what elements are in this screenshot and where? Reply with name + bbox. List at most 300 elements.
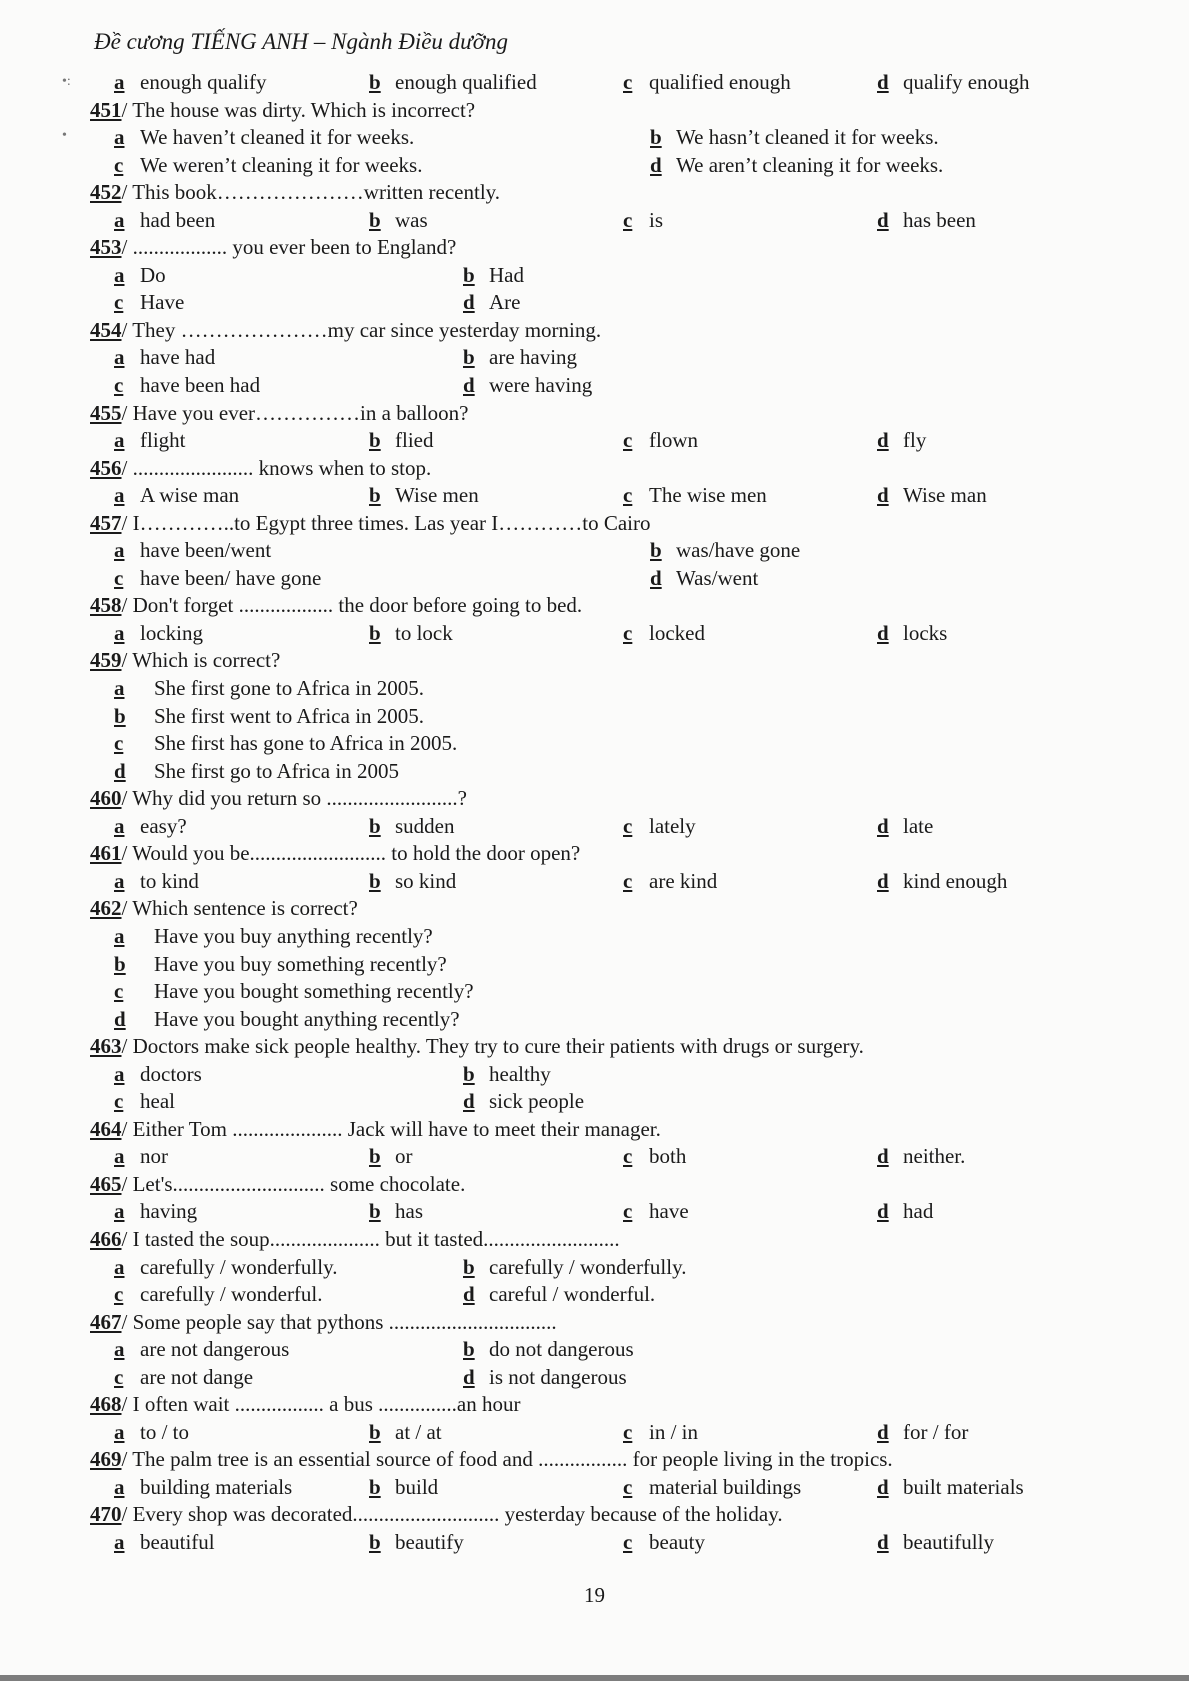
page-header: Đề cương TIẾNG ANH – Ngành Điều dưỡng [94, 29, 508, 54]
option-text: both [649, 1144, 687, 1169]
option-text: careful / wonderful. [489, 1282, 656, 1307]
option [877, 1474, 1024, 1502]
option [114, 289, 184, 317]
option-text: has been [903, 207, 976, 232]
option [877, 620, 947, 648]
option [650, 152, 943, 180]
option-letter: d [463, 290, 475, 315]
option [369, 427, 433, 455]
question-text: I often wait ................. a bus ...............an hour [127, 1392, 521, 1417]
option-letter: b [369, 1419, 381, 1444]
option [877, 868, 1007, 896]
question-slash: / [121, 786, 128, 811]
option [463, 1336, 634, 1364]
question-stem [0, 1116, 1189, 1144]
option-letter: d [463, 1089, 475, 1114]
option [623, 813, 696, 841]
question-number: 453 [90, 235, 122, 260]
option-letter: c [114, 731, 124, 756]
option-text: carefully / wonderful. [140, 1282, 323, 1307]
option [877, 1419, 968, 1447]
question-stem [0, 400, 1189, 428]
option-text: Do [140, 262, 166, 287]
option-letter: b [369, 813, 381, 838]
option-letter: c [114, 1282, 124, 1307]
option-text: We weren’t cleaning it for weeks. [140, 152, 423, 177]
option-text: enough qualify [140, 70, 267, 94]
option-text: has [395, 1199, 423, 1224]
option [114, 703, 424, 731]
option-letter: b [369, 1199, 381, 1224]
option-letter: b [369, 868, 381, 893]
option-letter: d [877, 1529, 889, 1554]
option-letter: a [114, 813, 125, 838]
question-number: 457 [90, 510, 122, 535]
option-text: are having [489, 345, 578, 370]
option-text: locks [903, 620, 948, 645]
option-text: She first went to Africa in 2005. [154, 703, 425, 728]
question-slash: / [121, 317, 128, 342]
option-row [0, 923, 1189, 951]
option [114, 730, 457, 758]
option [369, 1198, 423, 1226]
option-letter: a [114, 1061, 125, 1086]
question-number: 467 [90, 1309, 122, 1334]
option [369, 868, 456, 896]
option-text: locked [649, 620, 705, 645]
option-text: for / for [903, 1419, 969, 1444]
option-letter: a [114, 1144, 125, 1169]
option [114, 207, 215, 235]
question-stem [0, 647, 1189, 675]
option-text: qualified enough [649, 70, 791, 94]
option-text: beauty [649, 1529, 705, 1554]
option-letter: a [114, 428, 125, 453]
question-text: I…………..to Egypt three times. Las year I…………to Cairo [127, 510, 651, 535]
option-letter: c [114, 290, 124, 315]
option-text: We hasn’t cleaned it for weeks. [676, 125, 939, 150]
option [114, 620, 203, 648]
option-text: Have you bought anything recently? [154, 1006, 460, 1031]
question-slash: / [121, 1034, 128, 1059]
question-slash: / [121, 1171, 128, 1196]
option-row [0, 703, 1189, 731]
option [463, 289, 520, 317]
option-letter: b [369, 620, 381, 645]
option [114, 124, 414, 152]
option-row [0, 565, 1189, 593]
question-text: They …………………my car since yesterday morning. [127, 317, 602, 342]
question-text: Which is correct? [127, 648, 281, 673]
option [463, 262, 524, 290]
option-text: Have [140, 290, 185, 315]
option-letter: d [877, 428, 889, 453]
question-slash: / [121, 593, 128, 618]
option-row [0, 620, 1189, 648]
question-number: 464 [90, 1116, 122, 1141]
option-text: We haven’t cleaned it for weeks. [140, 125, 415, 150]
question-slash: / [121, 97, 128, 122]
option-text: sick people [489, 1089, 585, 1114]
question-text: Why did you return so .........................? [127, 786, 468, 811]
question-number: 456 [90, 455, 122, 480]
option-text: heal [140, 1089, 175, 1114]
option [114, 1529, 215, 1557]
option [877, 1143, 965, 1171]
question-slash: / [121, 648, 128, 673]
option-letter: a [114, 1199, 125, 1224]
option [114, 1281, 323, 1309]
question-number: 454 [90, 317, 122, 342]
option-text: Have you bought something recently? [154, 979, 474, 1004]
question-stem [0, 592, 1189, 620]
question-stem [0, 785, 1189, 813]
option-text: beautiful [140, 1529, 215, 1554]
option-text: was/have gone [676, 538, 801, 563]
option [114, 1474, 292, 1502]
option-text: Wise man [903, 483, 987, 508]
option [114, 1143, 168, 1171]
option-letter: d [877, 813, 889, 838]
option-text: sudden [395, 813, 455, 838]
option-letter: b [369, 428, 381, 453]
option [114, 1006, 460, 1034]
option-row [0, 1061, 1189, 1089]
option-row [0, 124, 1189, 152]
option-letter: c [623, 620, 633, 645]
question-slash: / [121, 180, 128, 205]
option-letter: d [877, 868, 889, 893]
option-text: had [903, 1199, 934, 1224]
option-letter: a [114, 262, 125, 287]
option-text: in / in [649, 1419, 699, 1444]
question-number: 465 [90, 1171, 122, 1196]
option-letter: b [369, 1144, 381, 1169]
option-text: have been/went [140, 538, 272, 563]
option-row [0, 978, 1189, 1006]
option [369, 813, 455, 841]
option-text: She first go to Africa in 2005 [154, 758, 399, 783]
option-letter: c [623, 428, 633, 453]
question-number: 452 [90, 180, 122, 205]
option-text: built materials [903, 1474, 1024, 1499]
option-letter: b [463, 1254, 475, 1279]
option-text: The wise men [649, 483, 767, 508]
option-text: are not dange [140, 1364, 254, 1389]
option-letter: c [114, 1089, 124, 1114]
question-text: Which sentence is correct? [127, 896, 358, 921]
option-letter: d [877, 483, 889, 508]
option [877, 69, 1030, 97]
option-letter: b [369, 1474, 381, 1499]
option [114, 152, 422, 180]
option [623, 620, 705, 648]
option-text: nor [140, 1144, 168, 1169]
option-text: to kind [140, 868, 199, 893]
option-letter: c [623, 1419, 633, 1444]
option [463, 344, 577, 372]
option-letter: d [877, 1199, 889, 1224]
option-text: were having [489, 373, 593, 398]
option [114, 427, 186, 455]
option-row [0, 372, 1189, 400]
option-text: building materials [140, 1474, 293, 1499]
option [114, 1254, 337, 1282]
question-text: .................. you ever been to England? [127, 235, 457, 260]
option [114, 262, 166, 290]
option-letter: b [463, 262, 475, 287]
option-row [0, 1143, 1189, 1171]
question-stem [0, 1391, 1189, 1419]
option [623, 427, 698, 455]
option-text: kind enough [903, 868, 1008, 893]
question-number: 470 [90, 1502, 122, 1527]
option [114, 565, 321, 593]
option-letter: a [114, 1419, 125, 1444]
question-stem [0, 234, 1189, 262]
option [877, 1529, 994, 1557]
question-list [0, 69, 1189, 1557]
option-letter: d [463, 1282, 475, 1307]
question-text: Would you be.......................... to hold the door open? [127, 841, 581, 866]
option [114, 978, 474, 1006]
option [877, 813, 933, 841]
option [463, 1364, 627, 1392]
question-number: 458 [90, 593, 122, 618]
option [114, 675, 424, 703]
option-letter: a [114, 868, 125, 893]
option-letter: d [877, 1144, 889, 1169]
option-row [0, 813, 1189, 841]
option [114, 868, 199, 896]
option-text: to / to [140, 1419, 190, 1444]
option [650, 565, 758, 593]
question-stem [0, 1446, 1189, 1474]
question-slash: / [121, 1309, 128, 1334]
option [623, 1198, 689, 1226]
option-letter: a [114, 1529, 125, 1554]
question-slash: / [121, 455, 128, 480]
option [114, 537, 271, 565]
question-stem [0, 1226, 1189, 1254]
option-letter: c [114, 979, 124, 1004]
option-letter: b [114, 951, 126, 976]
option-letter: b [369, 483, 381, 508]
option [114, 1198, 197, 1226]
option [114, 1088, 175, 1116]
option-text: having [140, 1199, 198, 1224]
option-letter: d [877, 620, 889, 645]
option-text: Have you buy something recently? [154, 951, 447, 976]
question-text: Let's............................. some chocolate. [127, 1171, 466, 1196]
option-letter: c [623, 1199, 633, 1224]
option [114, 372, 260, 400]
option [623, 1529, 705, 1557]
option-text: locking [140, 620, 203, 645]
question-slash: / [121, 896, 128, 921]
question-number: 468 [90, 1392, 122, 1417]
option-letter: d [877, 1474, 889, 1499]
question-slash: / [121, 841, 128, 866]
question-stem [0, 895, 1189, 923]
option-text: are kind [649, 868, 718, 893]
question-slash: / [121, 510, 128, 535]
option-letter: d [114, 758, 126, 783]
scan-edge [0, 1675, 1189, 1681]
question-slash: / [121, 1502, 128, 1527]
option [877, 1198, 933, 1226]
question-slash: / [121, 1226, 128, 1251]
option-letter: a [114, 538, 125, 563]
option-letter: c [623, 1529, 633, 1554]
option-letter: a [114, 483, 125, 508]
option [114, 758, 399, 786]
option [623, 1143, 686, 1171]
option [369, 482, 479, 510]
option [369, 207, 428, 235]
option-letter: b [650, 125, 662, 150]
option-letter: a [114, 620, 125, 645]
option-text: so kind [395, 868, 457, 893]
option-row [0, 1336, 1189, 1364]
scan-speck: •: [62, 74, 71, 89]
option-text: healthy [489, 1061, 551, 1086]
option-letter: a [114, 676, 125, 701]
scan-speck: • [62, 128, 67, 143]
option [623, 482, 767, 510]
option-text: have been/ have gone [140, 565, 322, 590]
question-text: Doctors make sick people healthy. They try to cure their patients with drugs or surgery. [127, 1034, 864, 1059]
question-stem [0, 840, 1189, 868]
option-letter: d [650, 152, 662, 177]
option-letter: a [114, 923, 125, 948]
option-letter: a [114, 345, 125, 370]
question-stem [0, 97, 1189, 125]
question-number: 469 [90, 1447, 122, 1472]
option [114, 1364, 253, 1392]
option [463, 1254, 686, 1282]
question-number: 460 [90, 786, 122, 811]
option [463, 1061, 551, 1089]
option-text: doctors [140, 1061, 202, 1086]
option [114, 344, 215, 372]
option [114, 1336, 289, 1364]
question-text: Some people say that pythons ................................ [127, 1309, 557, 1334]
option-text: carefully / wonderfully. [489, 1254, 687, 1279]
question-number: 466 [90, 1226, 122, 1251]
question-stem [0, 1171, 1189, 1199]
option-letter: c [623, 813, 633, 838]
question-stem [0, 317, 1189, 345]
option [114, 923, 433, 951]
option-text: Was/went [676, 565, 759, 590]
option-text: is [649, 207, 664, 232]
option-letter: c [114, 373, 124, 398]
option-text: is not dangerous [489, 1364, 627, 1389]
question-text: The house was dirty. Which is incorrect? [127, 97, 476, 122]
page-number: 19 [584, 1583, 605, 1607]
option-text: qualify enough [903, 70, 1030, 94]
option [877, 482, 987, 510]
option [623, 868, 717, 896]
option-text: material buildings [649, 1474, 802, 1499]
option-letter: a [114, 70, 125, 94]
option-text: A wise man [140, 483, 240, 508]
option-text: We aren’t cleaning it for weeks. [676, 152, 944, 177]
option-text: enough qualified [395, 70, 537, 94]
option-row [0, 868, 1189, 896]
option [369, 1419, 442, 1447]
option [114, 813, 187, 841]
question-number: 459 [90, 648, 122, 673]
option-row [0, 1364, 1189, 1392]
option-text: have had [140, 345, 216, 370]
option-text: lately [649, 813, 696, 838]
option-row [0, 1254, 1189, 1282]
question-slash: / [121, 400, 128, 425]
option-text: beautifully [903, 1529, 994, 1554]
option [369, 69, 537, 97]
option-letter: a [114, 1474, 125, 1499]
option [114, 951, 447, 979]
option-row [0, 1088, 1189, 1116]
option [369, 1529, 464, 1557]
option-letter: b [463, 1061, 475, 1086]
option-text: have been had [140, 373, 261, 398]
option-row [0, 758, 1189, 786]
option-row [0, 207, 1189, 235]
option-text: was [395, 207, 428, 232]
option-text: are not dangerous [140, 1337, 290, 1362]
option-row [0, 1281, 1189, 1309]
option [623, 69, 791, 97]
question-number: 451 [90, 97, 122, 122]
option-letter: d [650, 565, 662, 590]
option-text: Have you buy anything recently? [154, 923, 433, 948]
question-stem [0, 1033, 1189, 1061]
option-letter: c [623, 207, 633, 232]
question-text: Either Tom ..................... Jack will have to meet their manager. [127, 1116, 661, 1141]
option-text: at / at [395, 1419, 442, 1444]
option-letter: b [463, 345, 475, 370]
option [463, 372, 592, 400]
option [369, 1143, 413, 1171]
option-text: fly [903, 428, 927, 453]
question-text: This book…………………written recently. [127, 180, 501, 205]
option-row [0, 152, 1189, 180]
option-row [0, 951, 1189, 979]
option-letter: c [114, 152, 124, 177]
question-number: 462 [90, 896, 122, 921]
option-letter: d [877, 1419, 889, 1444]
question-slash: / [121, 1447, 128, 1472]
option [877, 427, 926, 455]
option-row [0, 344, 1189, 372]
option-text: Wise men [395, 483, 479, 508]
option-text: Had [489, 262, 524, 287]
option-text: Are [489, 290, 521, 315]
option-row [0, 482, 1189, 510]
option-letter: b [114, 703, 126, 728]
option-letter: a [114, 207, 125, 232]
option [623, 1419, 698, 1447]
option-letter: a [114, 1337, 125, 1362]
option-row [0, 1529, 1189, 1557]
option [369, 620, 453, 648]
option-row [0, 675, 1189, 703]
option-letter: d [463, 1364, 475, 1389]
question-slash: / [121, 1392, 128, 1417]
